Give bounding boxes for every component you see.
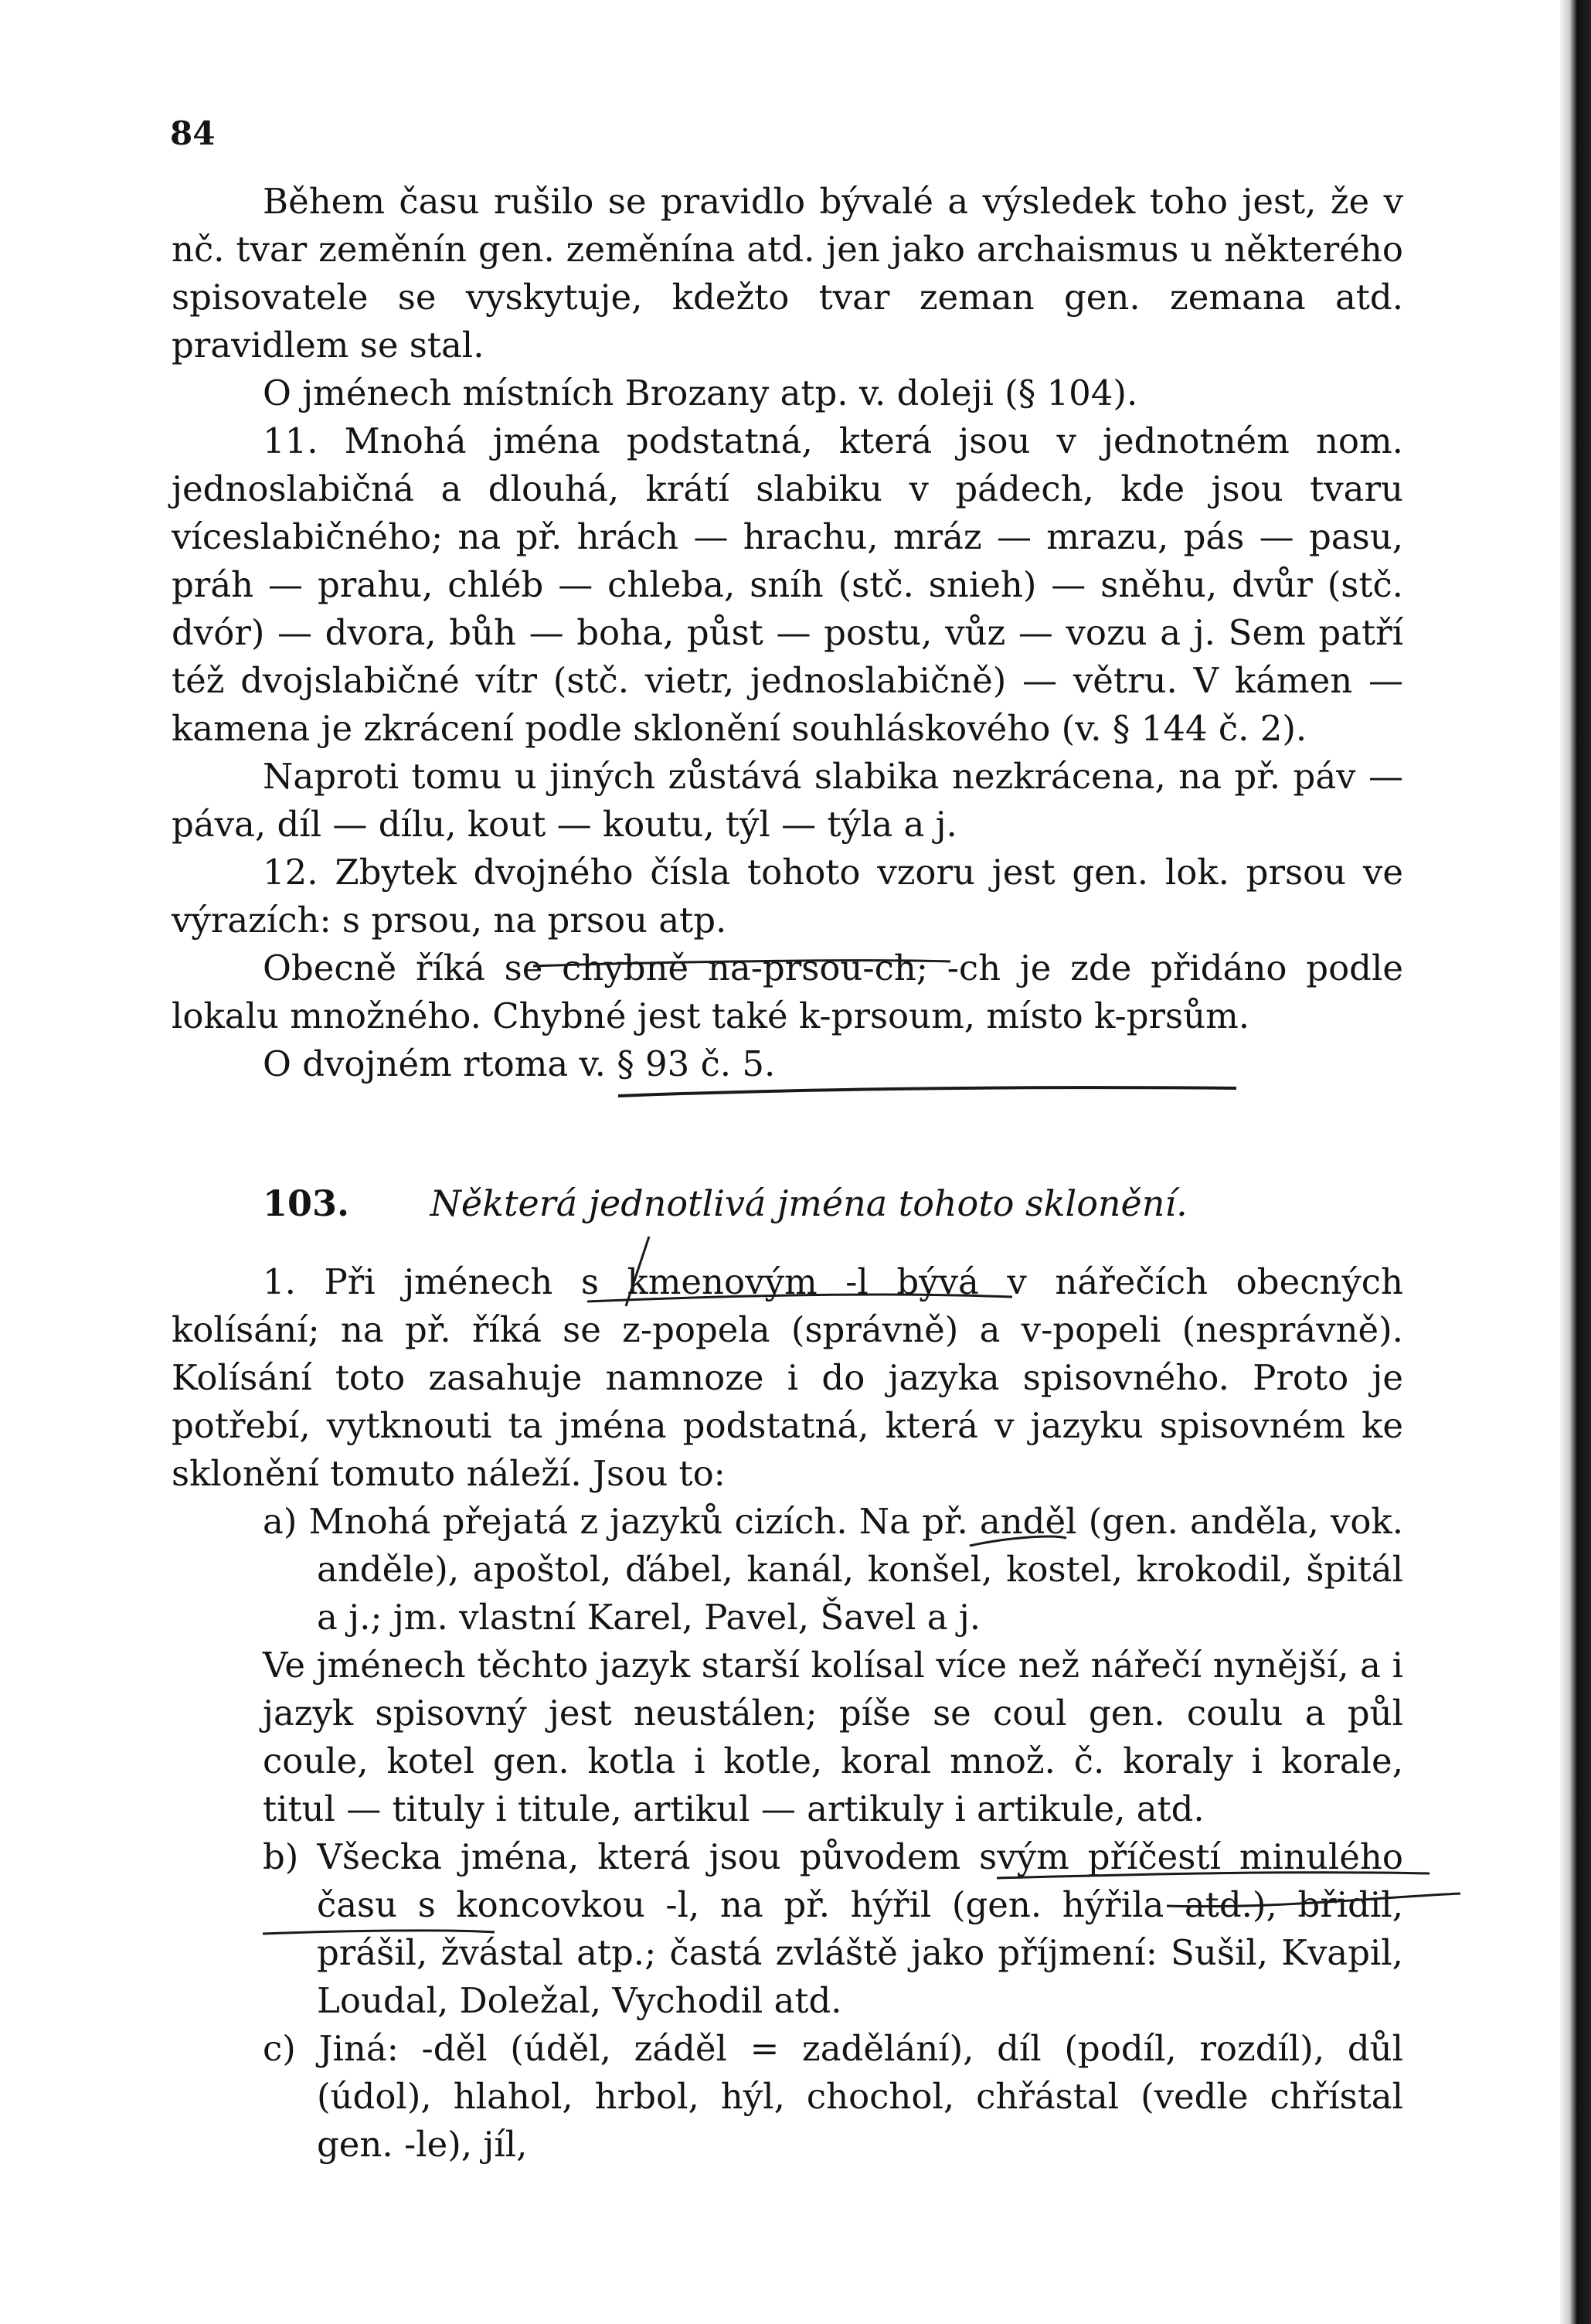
item-label-c: c) — [263, 2028, 296, 2069]
item-label-b: b) — [263, 1836, 299, 1877]
pen-underline-3 — [587, 1295, 1012, 1302]
page-number: 84 — [170, 114, 216, 152]
item-label-a: a) — [263, 1501, 297, 1542]
item-text-note: Ve jménech těchto jazyk starší kolísal více než nářečí nynější, a i jazyk spisovný jest neustálen; píše se coul gen. coulu a půl coule, kotel gen. kotla i kotle, koral množ. č. koraly i korale, titul — tituly i titule, artikul — artikuly i artikule, atd. — [263, 1645, 1403, 1829]
paragraph-1: Během času rušilo se pravidlo bývalé a výsledek toho jest, že v nč. tvar zeměnín gen. zeměnína atd. jen jako archaismus u některého spisovatele se vyskytuje, kdežto tvar zeman gen. zemana atd. pravidlem se stal. — [172, 181, 1403, 366]
paragraph-7: O dvojném rtoma v. § 93 č. 5. — [263, 1043, 776, 1084]
paragraph-2: O jménech místních Brozany atp. v. doleji (§ 104). — [263, 373, 1138, 413]
pen-underline-2 — [618, 1087, 1236, 1096]
pen-underline-1 — [533, 961, 950, 966]
paragraph-6: Obecně říká se chybně na-prsou-ch; -ch je zde přidáno podle lokalu množného. Chybné jest také k-prsoum, místo k-prsům. — [172, 948, 1403, 1036]
paragraph-3: 11. Mnohá jména podstatná, která jsou v jednotném nom. jednoslabičná a dlouhá, krátí slabiku v pádech, kde jsou tvaru víceslabičného; na př. hrách — hrachu, mráz — mrazu, pás — pasu, práh — prahu, chléb — chleba, sníh (stč. snieh) — sněhu, dvůr (stč. dvór) — dvora, bůh — boha, půst — postu, vůz — vozu a j. Sem patří též dvojslabičné vítr (stč. vietr, jednoslabičně) — větru. V kámen — kamena je zkrácení podle sklonění souhláskového (v. § 144 č. 2). — [172, 420, 1403, 749]
pen-strike-1 — [263, 1931, 495, 1934]
pen-underline-6 — [997, 1873, 1430, 1878]
paragraph-4: Naproti tomu u jiných zůstává slabika nezkrácena, na př. páv — páva, díl — dílu, kout — koutu, týl — týla a j. — [172, 756, 1403, 845]
paragraph-5: 12. Zbytek dvojného čísla tohoto vzoru jest gen. lok. prsou ve výrazích: s prsou, na prsou atp. — [172, 852, 1403, 941]
item-text-a: Mnohá přejatá z jazyků cizích. Na př. anděl (gen. anděla, vok. anděle), apoštol, ďábel, kanál, konšel, kostel, krokodil, špitál a j.; jm. vlastní Karel, Pavel, Šavel a j. — [308, 1501, 1403, 1638]
section-number: 103. — [263, 1182, 350, 1224]
pen-mark-1 — [626, 1237, 649, 1306]
item-text-b: Všecka jména, která jsou původem svým příčestí minulého času s koncovkou -l, na př. hýřil (gen. hýřila atd.), břidil, prášil, žvástal atp.; častá zvláště jako příjmení: Sušil, Kvapil, Loudal, Doležal, Vychodil atd. — [317, 1836, 1404, 2021]
section-title: Některá jednotlivá jména tohoto sklonění. — [430, 1182, 1188, 1224]
pen-underline-4 — [970, 1536, 1066, 1546]
section-intro: 1. Při jménech s kmenovým -l bývá v nářečích obecných kolísání; na př. říká se z-popela (správně) a v-popeli (nesprávně). Kolísání toto zasahuje namnoze i do jazyka spisovného. Proto je potřebí, vytknouti ta jména podstatná, která v jazyku spisovném ke sklonění tomuto náleží. Jsou to: — [172, 1261, 1403, 1494]
pen-underline-5 — [1167, 1894, 1460, 1907]
item-text-c: Jiná: -děl (úděl, záděl = zadělání), díl (podíl, rozdíl), důl (údol), hlahol, hrbol, hýl, chochol, chřástal (vedle chřístal gen. -le), jíl, — [317, 2028, 1404, 2165]
